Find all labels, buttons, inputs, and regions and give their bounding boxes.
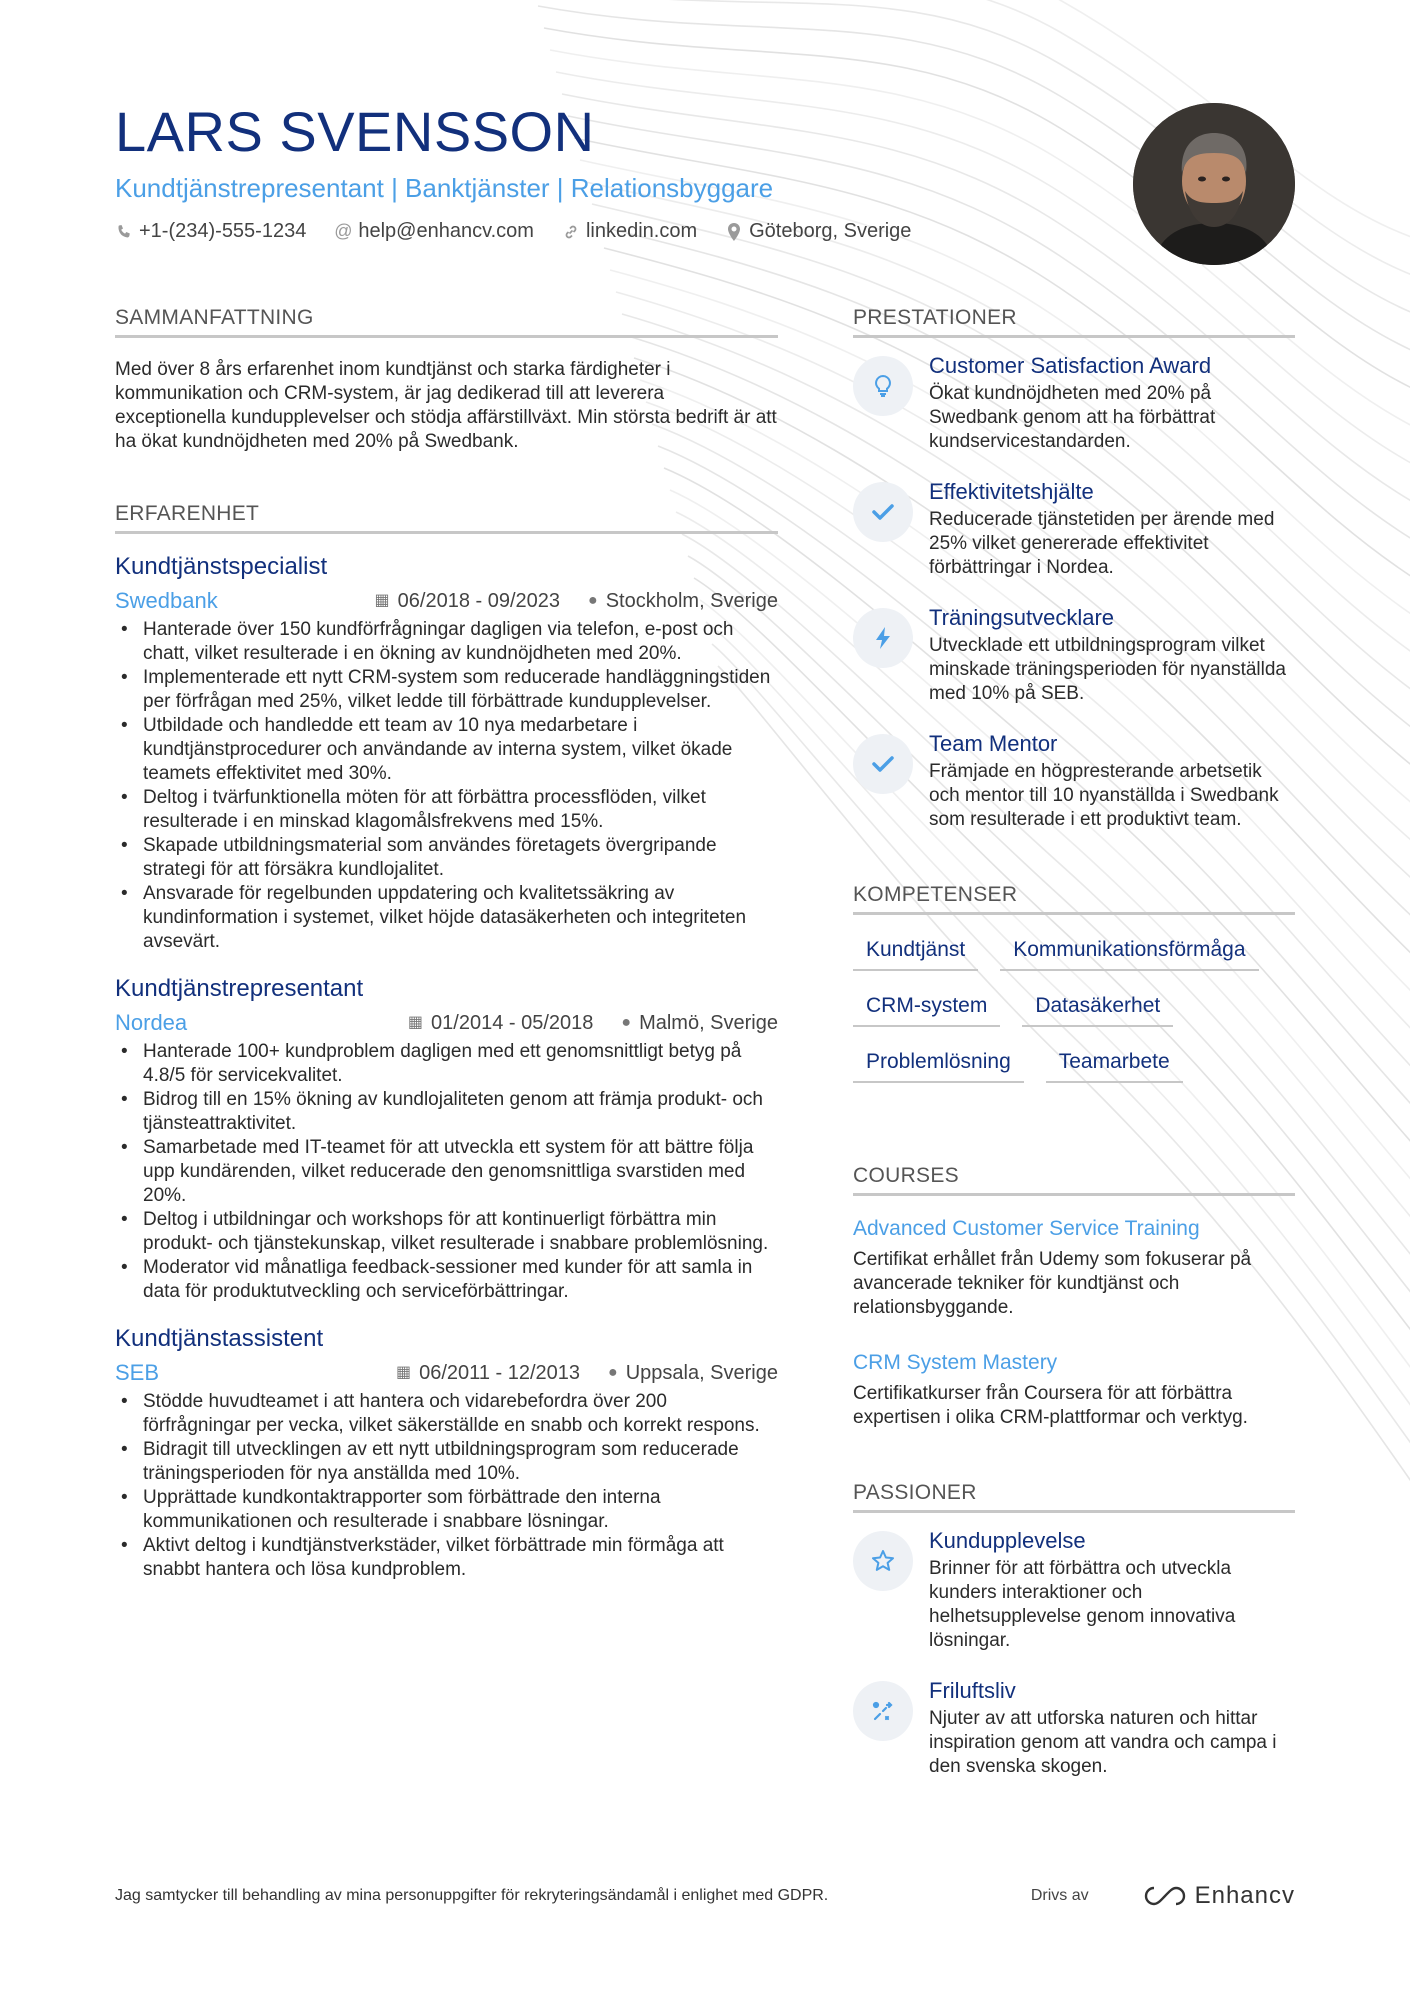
contact-list — [115, 220, 1115, 243]
passion-desc: Brinner för att förbättra och utveckla kunders interaktioner och helhetsupplevelse genom innovativa lösningar. — [929, 1558, 1236, 1651]
phone-text: +1-(234)-555-1234 — [139, 220, 307, 242]
job-location — [621, 1010, 778, 1036]
passion-title: Kundupplevelse — [929, 1528, 1086, 1553]
course-item — [853, 1216, 1295, 1320]
skill-tag: CRM-system — [853, 981, 1000, 1027]
brand-name: Enhancv — [1194, 1882, 1295, 1909]
dates-text: 01/2014 - 05/2018 — [431, 1012, 594, 1034]
achievement-desc: Utvecklade ett utbildningsprogram vilket minskade träningsperioden för nyanställda med 10% på SEB. — [929, 635, 1286, 704]
bullet-item: • Upprättade kundkontaktrapporter som förbättrade den interna kommunikationen och resulterade i snabbare lösningar. — [115, 1486, 778, 1534]
job-bullets — [115, 1040, 778, 1304]
achievement-desc: Reducerade tjänstetiden per ärende med 25% vilket genererade effektivitet förbättringar i Nordea. — [929, 509, 1275, 578]
left-column — [115, 305, 778, 1582]
passion-title: Friluftsliv — [929, 1678, 1016, 1703]
passion-item — [853, 1677, 1295, 1779]
infinity-icon — [1143, 1885, 1187, 1907]
job-meta — [115, 588, 778, 614]
company-name: Nordea — [115, 1010, 188, 1035]
bullet-item: • Moderator vid månatliga feedback-sessioner med kunder för att samla in data för produktutveckling och serviceförbättringar. — [115, 1256, 778, 1304]
company-name: Swedbank — [115, 588, 218, 613]
achievement-item — [853, 730, 1295, 832]
powered-by-label: Drivs av — [1030, 1887, 1089, 1904]
experience-section — [115, 501, 778, 1582]
passion-desc: Njuter av att utforska naturen och hittar inspiration genom att vandra och campa i den svenska skogen. — [929, 1708, 1277, 1777]
phone-icon — [115, 224, 133, 240]
summary-text: Med över 8 års erfarenhet inom kundtjänst och starka färdigheter i kommunikation och CRM-system, är jag dedikerad till att leverera exceptionella kundupplevelser och stödja affärstillväxt. Min största bedrift är att ha ökat kundnöjdheten med 20% på Swedbank. — [115, 359, 777, 452]
course-title: Advanced Customer Service Training — [853, 1217, 1200, 1240]
courses-section — [853, 1163, 1295, 1430]
job-entry — [115, 1324, 778, 1582]
job-dates — [408, 1010, 594, 1036]
achievement-title: Effektivitetshjälte — [929, 479, 1094, 504]
skill-tag: Datasäkerhet — [1022, 981, 1173, 1027]
job-location-text: Uppsala, Sverige — [625, 1362, 778, 1384]
job-location — [608, 1360, 778, 1386]
course-item — [853, 1350, 1295, 1430]
skill-tag: Problemlösning — [853, 1037, 1024, 1083]
job-dates — [396, 1360, 580, 1386]
skills-list — [853, 925, 1295, 1093]
bullet-item: • Bidrog till en 15% ökning av kundlojaliteten genom att främja produkt- och tjänsteattraktivitet. — [115, 1088, 778, 1136]
job-location — [588, 588, 778, 614]
section-title-skills: KOMPETENSER — [853, 882, 1295, 915]
skills-section — [853, 882, 1295, 1093]
company-name: SEB — [115, 1360, 160, 1385]
section-title-passions: PASSIONER — [853, 1480, 1295, 1513]
page-footer — [115, 1882, 1295, 1910]
course-desc: Certifikatkurser från Coursera för att förbättra expertisen i olika CRM-plattformar och verktyg. — [853, 1383, 1248, 1428]
bullet-item: • Implementerade ett nytt CRM-system som reducerade handläggningstiden per förfrågan med 25%, vilket ledde till förbättrade kundupplevelser. — [115, 666, 778, 714]
section-title-experience: ERFARENHET — [115, 501, 778, 534]
course-desc: Certifikat erhållet från Udemy som fokuserar på avancerade tekniker för kundtjänst och relationsbyggande. — [853, 1249, 1252, 1318]
bullet-item: • Utbildade och handledde ett team av 10 nya medarbetare i kundtjänstprocedurer och användande av interna system, vilket ökade teamets effektivitet med 30%. — [115, 714, 778, 786]
bullet-item: • Skapade utbildningsmaterial som användes företagets övergripande strategi för att försäkra kundlojalitet. — [115, 834, 778, 882]
job-meta — [115, 1010, 778, 1036]
candidate-name: LARS SVENSSON — [115, 100, 595, 163]
gdpr-consent: Jag samtycker till behandling av mina personuppgifter för rekryteringsändamål i enlighet med GDPR. — [115, 1887, 829, 1904]
resume-header — [115, 100, 1115, 243]
achievement-desc: Ökat kundnöjdheten med 20% på Swedbank genom att ha förbättrat kundservicestandarden. — [929, 383, 1216, 452]
map-pin-icon: ● — [588, 592, 598, 609]
job-title: Kundtjänstspecialist — [115, 553, 328, 580]
enhancv-logo[interactable] — [1143, 1882, 1295, 1910]
dates-text: 06/2011 - 12/2013 — [419, 1362, 581, 1384]
star-icon — [853, 1531, 913, 1591]
check-icon — [853, 734, 913, 794]
skill-tag: Teamarbete — [1046, 1037, 1183, 1083]
summary-section — [115, 305, 778, 454]
candidate-subtitle: Kundtjänstrepresentant | Banktjänster | Relationsbyggare — [115, 173, 774, 203]
route-icon — [853, 1681, 913, 1741]
lightning-icon — [853, 608, 913, 668]
job-title: Kundtjänstassistent — [115, 1325, 324, 1352]
contact-phone[interactable] — [115, 220, 306, 243]
skill-tag: Kundtjänst — [853, 925, 978, 971]
achievement-title: Team Mentor — [929, 731, 1058, 756]
section-title-courses: COURSES — [853, 1163, 1295, 1196]
job-meta — [115, 1360, 778, 1386]
achievement-title: Träningsutvecklare — [929, 605, 1115, 630]
bullet-item: • Bidragit till utvecklingen av ett nytt utbildningsprogram som reducerade träningsperioden för nya anställda med 10%. — [115, 1438, 778, 1486]
lightbulb-icon — [853, 356, 913, 416]
achievement-item — [853, 604, 1295, 706]
bullet-item: • Deltog i tvärfunktionella möten för att förbättra processflöden, vilket resulterade i en minskad klagomålsfrekvens med 15%. — [115, 786, 778, 834]
contact-linkedin[interactable] — [562, 220, 697, 243]
achievements-section — [853, 305, 1295, 832]
job-location-text: Malmö, Sverige — [639, 1012, 778, 1034]
job-location-text: Stockholm, Sverige — [605, 590, 778, 612]
profile-photo — [1133, 103, 1295, 265]
email-text: help@enhancv.com — [358, 220, 534, 242]
job-entry — [115, 974, 778, 1304]
bullet-item: • Aktivt deltog i kundtjänstverkstäder, vilket förbättrade min förmåga att snabbt hantera och lösa kundproblem. — [115, 1534, 778, 1582]
bullet-item: • Samarbetade med IT-teamet för att utveckla ett system för att bättre följa upp kundärenden, vilket reducerade den genomsnittliga svarstiden med 20%. — [115, 1136, 778, 1208]
job-bullets — [115, 1390, 778, 1582]
right-column — [853, 305, 1295, 1779]
course-title: CRM System Mastery — [853, 1351, 1058, 1374]
job-entry — [115, 552, 778, 954]
calendar-icon: ▦ — [374, 592, 390, 609]
contact-email[interactable] — [334, 220, 534, 243]
bullet-item: • Ansvarade för regelbunden uppdatering och kvalitetssäkring av kundinformation i systemet, vilket höjde datasäkerheten och integriteten avsevärt. — [115, 882, 778, 954]
bullet-item: • Hanterade över 150 kundförfrågningar dagligen via telefon, e-post och chatt, vilket resulterade i en ökning av kundnöjdheten med 20%. — [115, 618, 778, 666]
check-icon — [853, 482, 913, 542]
passion-item — [853, 1527, 1295, 1653]
dates-text: 06/2018 - 09/2023 — [397, 590, 561, 612]
link-icon — [562, 224, 580, 240]
passions-section — [853, 1480, 1295, 1779]
achievement-item — [853, 478, 1295, 580]
map-pin-icon: ● — [608, 1364, 618, 1381]
at-icon: @ — [334, 221, 353, 241]
location-text: Göteborg, Sverige — [749, 220, 912, 242]
contact-location — [725, 220, 911, 243]
section-title-summary: SAMMANFATTNING — [115, 305, 778, 338]
skill-tag: Kommunikationsförmåga — [1000, 925, 1258, 971]
job-title: Kundtjänstrepresentant — [115, 975, 364, 1002]
achievement-title: Customer Satisfaction Award — [929, 353, 1212, 378]
linkedin-text: linkedin.com — [585, 220, 698, 242]
bullet-item: • Deltog i utbildningar och workshops för att kontinuerligt förbättra min produkt- och tjänstekunskap, vilket resulterade i snabbare problemlösning. — [115, 1208, 778, 1256]
achievement-item — [853, 352, 1295, 454]
bullet-item: • Hanterade 100+ kundproblem dagligen med ett genomsnittligt betyg på 4.8/5 för servicekvalitet. — [115, 1040, 778, 1088]
calendar-icon: ▦ — [407, 1014, 424, 1031]
calendar-icon: ▦ — [396, 1364, 412, 1381]
job-bullets — [115, 618, 778, 954]
map-pin-icon: ● — [621, 1014, 632, 1031]
map-pin-icon — [725, 223, 743, 241]
job-dates — [375, 588, 561, 614]
bullet-item: • Stödde huvudteamet i att hantera och vidarebefordra över 200 förfrågningar per vecka, vilket säkerställde en snabb och korrekt respons. — [115, 1390, 778, 1438]
section-title-achievements: PRESTATIONER — [853, 305, 1295, 338]
achievement-desc: Främjade en högpresterande arbetsetik och mentor till 10 nyanställda i Swedbank som resulterade i ett produktivt team. — [929, 761, 1279, 830]
